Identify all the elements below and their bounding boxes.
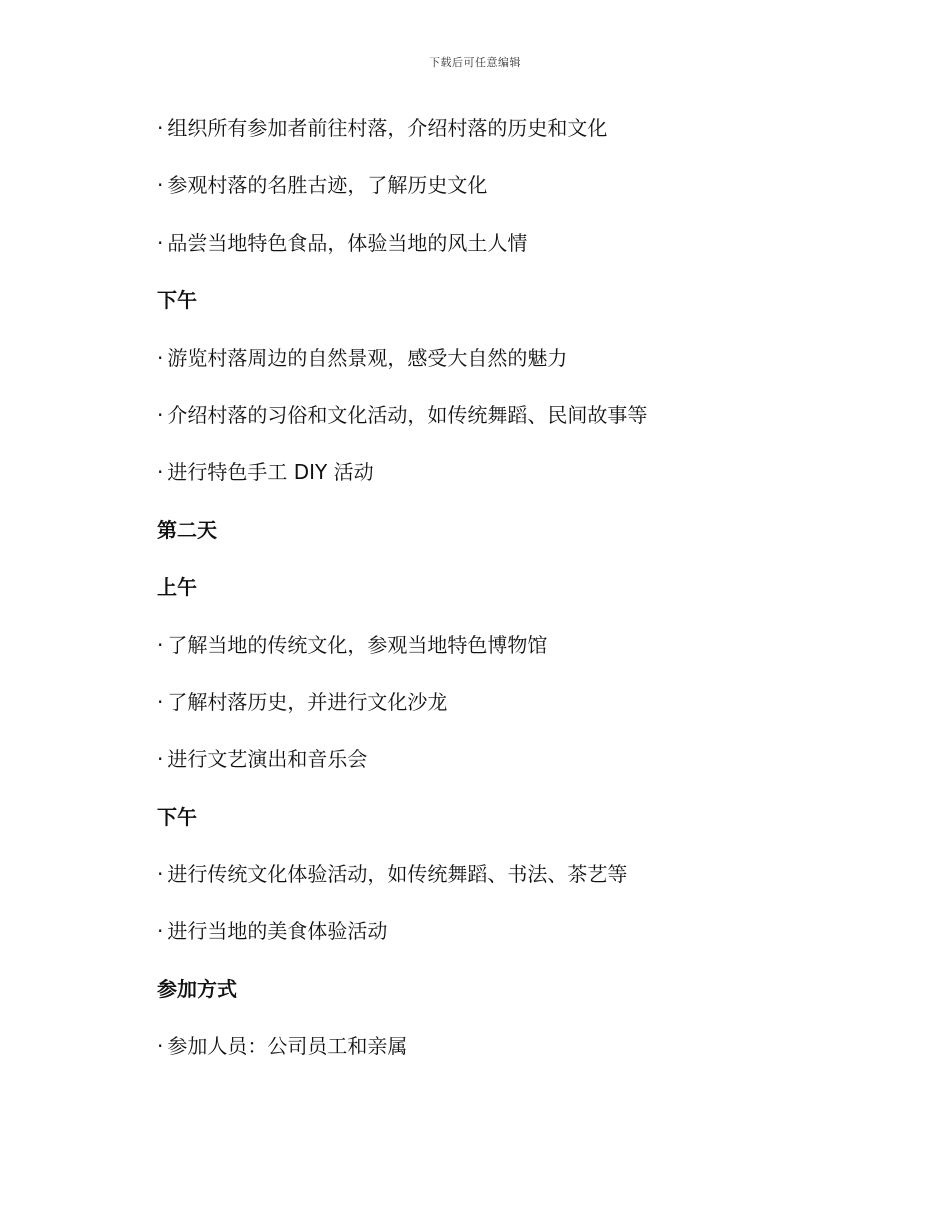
bullet-icon: · (157, 747, 164, 772)
list-item (157, 171, 857, 228)
bullet-icon: · (157, 402, 164, 427)
list-item-text: 组织所有参加者前往村落，介绍村落的历史和文化 (167, 116, 608, 140)
bullet-icon: · (157, 1034, 164, 1059)
bullet-icon: · (157, 230, 164, 255)
list-item (157, 860, 857, 917)
list-item (157, 917, 857, 974)
list-item (157, 745, 857, 802)
bullet-icon: · (157, 862, 164, 887)
list-item (157, 1032, 857, 1089)
list-item-text: 进行文艺演出和音乐会 (167, 747, 368, 772)
bullet-icon: · (157, 919, 164, 944)
document-body (157, 114, 857, 1090)
list-item-text: 了解当地的传统文化，参观当地特色博物馆 (167, 632, 548, 657)
list-item (157, 229, 857, 286)
list-item-text: 参观村落的名胜古迹，了解历史文化 (167, 173, 488, 198)
list-item-text: 品尝当地特色食品，体验当地的风土人情 (167, 230, 528, 255)
list-item-text: 进行传统文化体验活动，如传统舞蹈、书法、茶艺等 (167, 862, 628, 887)
list-item-text: 游览村落周边的自然景观，感受大自然的魅力 (167, 345, 568, 370)
bullet-icon: · (157, 632, 164, 657)
bullet-icon: · (157, 689, 164, 714)
bullet-icon: · (157, 460, 164, 485)
list-item (157, 688, 857, 745)
list-item-text: 进行当地的美食体验活动 (167, 919, 388, 944)
list-item (157, 458, 857, 515)
section-heading: 下午 (157, 804, 197, 829)
list-item-text: 参加人员：公司员工和亲属 (167, 1034, 408, 1059)
list-item (157, 344, 857, 401)
bullet-icon: · (157, 116, 164, 140)
list-item-text: 进行特色手工 DIY 活动 (167, 460, 374, 485)
list-item-text: 介绍村落的习俗和文化活动，如传统舞蹈、民间故事等 (167, 402, 648, 427)
section-heading: 上午 (157, 575, 197, 600)
list-item-text: 了解村落历史，并进行文化沙龙 (167, 689, 448, 714)
list-item (157, 631, 857, 688)
page-header-note: 下载后可任意编辑 (429, 56, 521, 69)
bullet-icon: · (157, 173, 164, 198)
list-item (157, 401, 857, 458)
section-heading: 下午 (157, 288, 197, 313)
section-heading: 参加方式 (157, 976, 237, 1001)
bullet-icon: · (157, 345, 164, 370)
section-heading: 第二天 (157, 517, 217, 542)
list-item (157, 114, 857, 171)
